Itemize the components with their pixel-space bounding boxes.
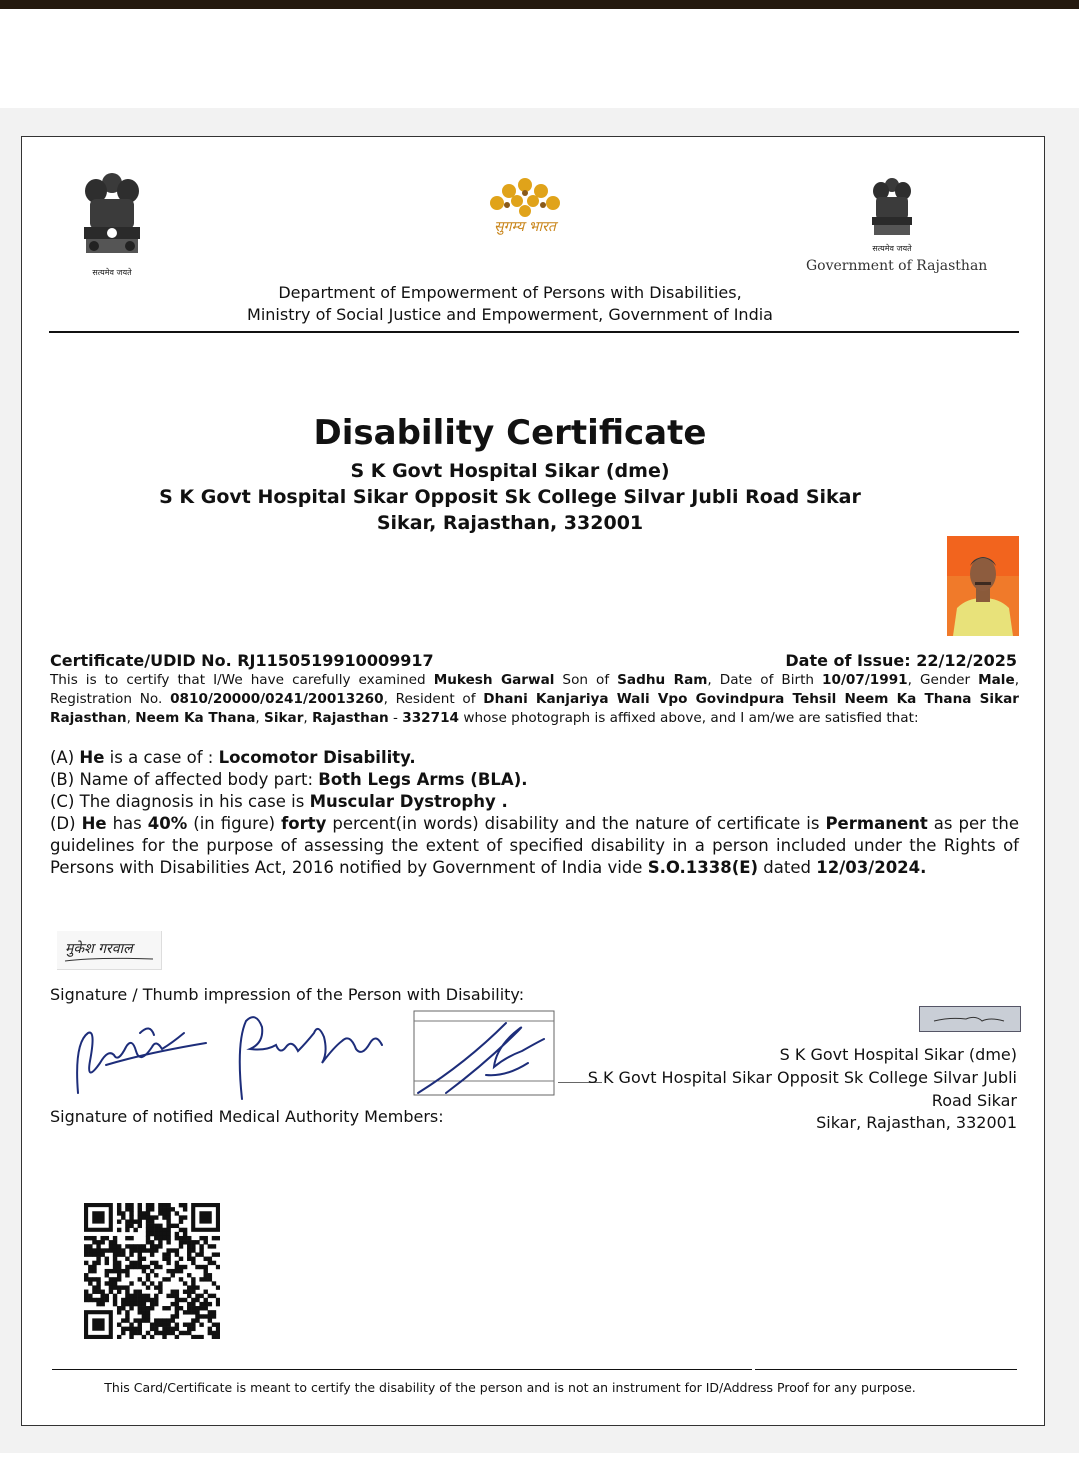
gender: Male <box>978 672 1015 688</box>
footer-disclaimer: This Card/Certificate is meant to certify the disability of the person and is not an instrument for ID/Address Proof for any purpose. <box>104 1380 916 1395</box>
person-photo-icon <box>947 536 1019 636</box>
authority-stamp <box>919 1006 1021 1032</box>
body-text: , <box>255 710 265 726</box>
item-d-text: has <box>106 814 148 833</box>
handwritten-signatures-icon <box>66 1003 558 1109</box>
item-d-text: (in figure) <box>187 814 282 833</box>
affected-body-part: Both Legs Arms (BLA). <box>318 770 528 789</box>
hospital-name: S K Govt Hospital Sikar (dme) <box>350 460 670 482</box>
item-d-text: as per the guidelines for the purpose of assessing the extent of specified disability in a person included under the Rights of Persons with Disabilities Act, 2016 notified by Government of India vide <box>50 814 1019 877</box>
body-text: Son of <box>554 672 618 688</box>
person-signature-label: Signature / Thumb impression of the Person with Disability: <box>50 985 525 1004</box>
disability-percent: 40% <box>147 814 188 833</box>
certification-paragraph <box>50 671 1019 728</box>
district: Neem Ka Thana <box>135 710 256 726</box>
body-text: , Date of Birth <box>707 672 823 688</box>
department-line-2: Ministry of Social Justice and Empowerment, Government of India <box>247 305 773 324</box>
disability-percent-words: forty <box>281 814 327 833</box>
certificate-title: Disability Certificate <box>313 413 707 453</box>
item-b-text: (B) Name of affected body part: <box>50 770 319 789</box>
accessible-india-logo-icon <box>477 171 573 253</box>
body-text: , Resident of <box>383 691 484 707</box>
certificate-card <box>21 136 1045 1426</box>
item-d-text: dated <box>758 858 817 877</box>
body-text: This is to certify that I/We have carefully examined <box>50 672 434 688</box>
person-signature-image <box>57 931 162 970</box>
item-c-text: (C) The diagnosis in his case is <box>50 792 310 811</box>
state: Rajasthan <box>312 710 389 726</box>
item-c <box>50 791 1019 813</box>
registration-number: 0810/20000/0241/20013260 <box>170 691 384 707</box>
gov-rajasthan-text: Government of Rajasthan <box>806 258 988 274</box>
top-bar <box>0 0 1079 9</box>
father-name: Sadhu Ram <box>617 672 708 688</box>
stamp-signature-icon <box>920 1007 1020 1031</box>
item-a <box>50 747 1019 769</box>
authority-city: Sikar, Rajasthan, 332001 <box>816 1113 1017 1132</box>
medical-authority-label: Signature of notified Medical Authority Members: <box>50 1107 444 1126</box>
notification-number: S.O.1338(E) <box>647 858 759 877</box>
header-divider <box>49 331 1019 333</box>
item-a-text: is a case of : <box>104 748 219 767</box>
department-line-1: Department of Empowerment of Persons with Disabilities, <box>278 283 742 302</box>
item-d-pronoun: He <box>81 814 107 833</box>
national-emblem-left <box>72 169 152 277</box>
city: Sikar <box>264 710 304 726</box>
item-d-prefix: (D) <box>50 814 82 833</box>
footer-divider-left <box>52 1369 752 1370</box>
body-text: , <box>126 710 136 726</box>
accessible-india-logo <box>477 171 573 253</box>
date-of-birth: 10/07/1991 <box>822 672 908 688</box>
resident-address: Dhani Kanjariya Wali Vpo Govindpura Tehsil Neem Ka Thana Sikar Rajasthan <box>50 691 1019 726</box>
item-a-prefix: (A) <box>50 748 80 767</box>
hospital-address: S K Govt Hospital Sikar Opposit Sk College Silvar Jubli Road Sikar <box>159 486 861 508</box>
emblem-left-caption: सत्यमेव जयते <box>92 268 132 277</box>
body-text: - <box>388 710 403 726</box>
logo-text: सुगम्य भारत <box>494 219 556 235</box>
body-text: whose photograph is affixed above, and I am/we are satisfied that: <box>459 710 919 726</box>
udid-number: Certificate/UDID No. RJ1150519910009917 <box>50 651 434 670</box>
item-b <box>50 769 1019 791</box>
ashoka-emblem-icon <box>72 169 152 263</box>
notification-date: 12/03/2024. <box>816 858 927 877</box>
pin-code: 332714 <box>402 710 459 726</box>
diagnosis: Muscular Dystrophy . <box>309 792 508 811</box>
person-name: Mukesh Garwal <box>433 672 555 688</box>
applicant-photo <box>947 536 1019 636</box>
signature-underline-icon <box>57 931 161 969</box>
authority-name: S K Govt Hospital Sikar (dme) <box>779 1045 1017 1064</box>
medical-authority-signatures <box>66 1003 558 1109</box>
person-signature: मुकेश गरवाल <box>65 941 133 957</box>
qr-code-icon <box>84 1203 220 1339</box>
item-a-pronoun: He <box>79 748 105 767</box>
item-d-text: percent(in words) disability and the nature of certificate is <box>326 814 826 833</box>
body-text: , <box>303 710 313 726</box>
date-of-issue: Date of Issue: 22/12/2025 <box>785 651 1017 670</box>
authority-address-1: S K Govt Hospital Sikar Opposit Sk College Silvar Jubli <box>587 1068 1017 1087</box>
authority-address-2: Road Sikar <box>931 1091 1017 1110</box>
emblem-right-caption: सत्यमेव जयते <box>872 244 912 253</box>
ashoka-emblem-icon <box>862 175 922 239</box>
item-d <box>50 813 1019 879</box>
hospital-city: Sikar, Rajasthan, 332001 <box>376 512 644 534</box>
certificate-nature: Permanent <box>825 814 928 833</box>
disability-type: Locomotor Disability. <box>218 748 416 767</box>
body-text: , Registration No. <box>50 672 1020 707</box>
body-text: , Gender <box>907 672 979 688</box>
qr-code[interactable] <box>84 1203 220 1339</box>
national-emblem-right <box>862 175 922 255</box>
footer-divider-right <box>755 1369 1017 1370</box>
